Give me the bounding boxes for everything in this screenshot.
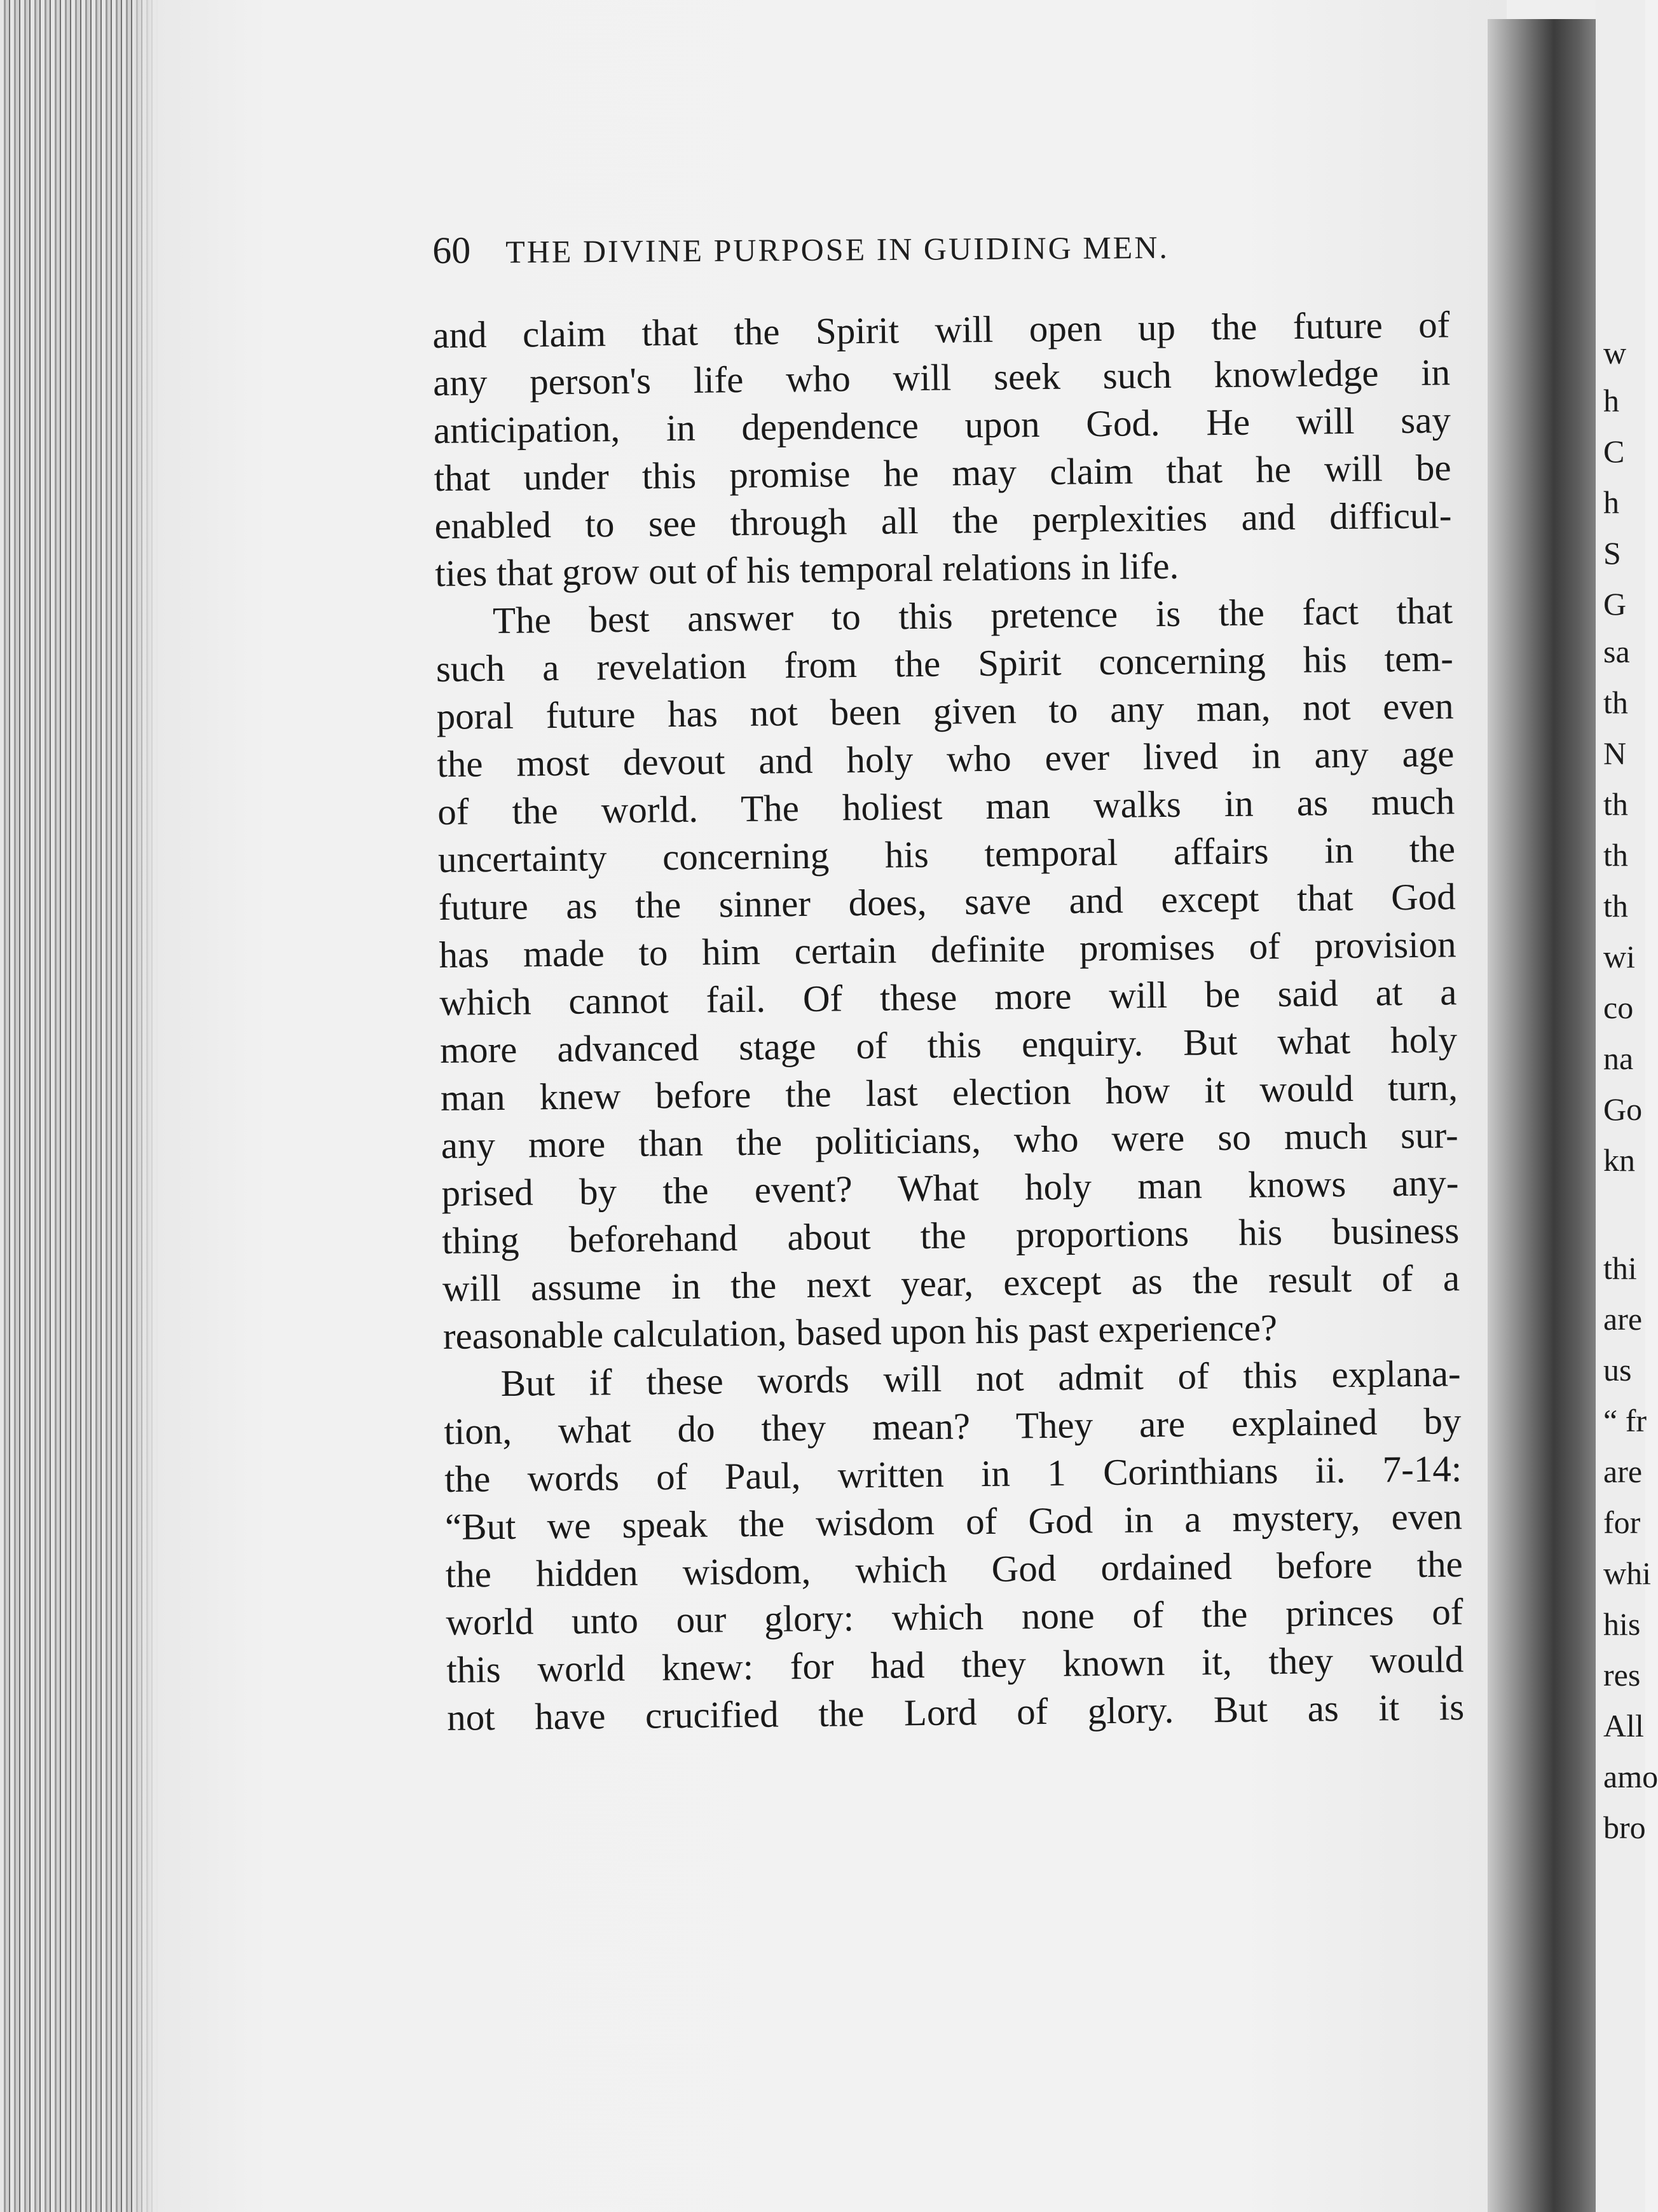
- facing-page-fragment: sa: [1603, 634, 1630, 669]
- text-line: uncertainty concerning his temporal affairs in the: [437, 828, 1456, 880]
- text-line: tion, what do they mean? They are explained by: [444, 1400, 1462, 1452]
- text-line: not have crucified the Lord of glory. But as it is: [446, 1686, 1465, 1738]
- facing-page-fragment: thi: [1603, 1250, 1637, 1286]
- text-line: the most devout and holy who ever lived in any age: [437, 732, 1455, 785]
- text-line: future as the sinner does, save and except that God: [438, 875, 1456, 928]
- facing-page-fragment: th: [1603, 685, 1628, 720]
- text-line: the words of Paul, written in 1 Corinthians ii. 7-14:: [444, 1447, 1462, 1500]
- facing-page-fragment: G: [1603, 586, 1627, 622]
- text-line: and claim that the Spirit will open up the future of: [432, 303, 1450, 356]
- text-line: The best answer to this pretence is the fact that: [492, 589, 1453, 642]
- text-line: reasonable calculation, based upon his past experience?: [442, 1306, 1278, 1357]
- text-line: that under this promise he may claim that he will be: [434, 446, 1452, 499]
- running-head: [432, 222, 1322, 273]
- facing-page-fragment: th: [1603, 786, 1628, 822]
- text-line: more advanced stage of this enquiry. But what holy: [439, 1018, 1458, 1071]
- facing-page-fragment: us: [1603, 1352, 1632, 1388]
- text-line: prised by the event? What holy man knows any-: [441, 1161, 1459, 1214]
- text-line: will assume in the next year, except as the result of a: [442, 1257, 1460, 1309]
- facing-page-fragment: th: [1603, 837, 1628, 873]
- text-line: world unto our glory: which none of the princes of: [446, 1590, 1463, 1643]
- facing-page-fragment: S: [1603, 535, 1621, 571]
- facing-page-fragment: amo: [1603, 1759, 1658, 1794]
- facing-page-fragment: wi: [1603, 939, 1635, 974]
- facing-page-fragment: All: [1603, 1708, 1644, 1744]
- facing-page-fragment: th: [1603, 888, 1628, 924]
- text-line: thing beforehand about the proportions his business: [441, 1209, 1460, 1262]
- facing-page-fragment: Go: [1603, 1091, 1643, 1127]
- text-line: But if these words will not admit of this explana-: [500, 1352, 1461, 1404]
- text-line: which cannot fail. Of these more will be said at a: [439, 971, 1457, 1023]
- facing-page-fragment: na: [1603, 1041, 1634, 1076]
- text-line: ties that grow out of his temporal relations in life.: [434, 544, 1179, 594]
- facing-page-fragment: h: [1603, 383, 1619, 418]
- facing-page: [1596, 0, 1658, 2212]
- text-line: “But we speak the wisdom of God in a mystery, even: [444, 1495, 1463, 1548]
- text-line: enabled to see through all the perplexities and difficul-: [434, 494, 1452, 547]
- gutter-shadow: [1488, 19, 1608, 2212]
- facing-page-fragment: are: [1603, 1301, 1643, 1337]
- facing-page-fragment: “ fr: [1603, 1403, 1647, 1438]
- facing-page-fragment: res: [1603, 1657, 1641, 1693]
- facing-page-fragment: h: [1603, 484, 1619, 520]
- text-line: this world knew: for had they known it, they would: [446, 1638, 1464, 1691]
- page-edges: [0, 0, 159, 2212]
- text-line: such a revelation from the Spirit concerning his tem-: [435, 637, 1454, 690]
- text-line: any person's life who will seek such knowledge in: [432, 351, 1451, 404]
- facing-page-fragment: kn: [1603, 1142, 1635, 1178]
- text-line: anticipation, in dependence upon God. He will say: [433, 399, 1451, 451]
- text-line: man knew before the last election how it would turn,: [440, 1066, 1458, 1119]
- facing-page-fragment: w: [1603, 335, 1627, 371]
- text-line: the hidden wisdom, which God ordained before the: [445, 1543, 1463, 1595]
- facing-page-fragment: for: [1603, 1505, 1641, 1540]
- text-line: any more than the politicians, who were so much sur-: [441, 1114, 1458, 1166]
- facing-page-fragment: whi: [1603, 1555, 1651, 1591]
- text-line: has made to him certain definite promises of provision: [439, 923, 1456, 976]
- facing-page-fragment: are: [1603, 1454, 1643, 1489]
- facing-page-fragment: C: [1603, 434, 1625, 469]
- facing-page-fragment: his: [1603, 1606, 1641, 1642]
- facing-page-fragment: N: [1603, 735, 1627, 771]
- facing-page-fragment: co: [1603, 990, 1634, 1025]
- text-line: poral future has not been given to any man, not even: [436, 685, 1454, 737]
- chapter-title: THE DIVINE PURPOSE IN GUIDING MEN.: [505, 229, 1170, 270]
- facing-page-fragment: bro: [1603, 1810, 1646, 1845]
- body-text: [432, 301, 1464, 1742]
- text-line: of the world. The holiest man walks in as much: [437, 780, 1455, 833]
- page-number: 60: [432, 229, 471, 271]
